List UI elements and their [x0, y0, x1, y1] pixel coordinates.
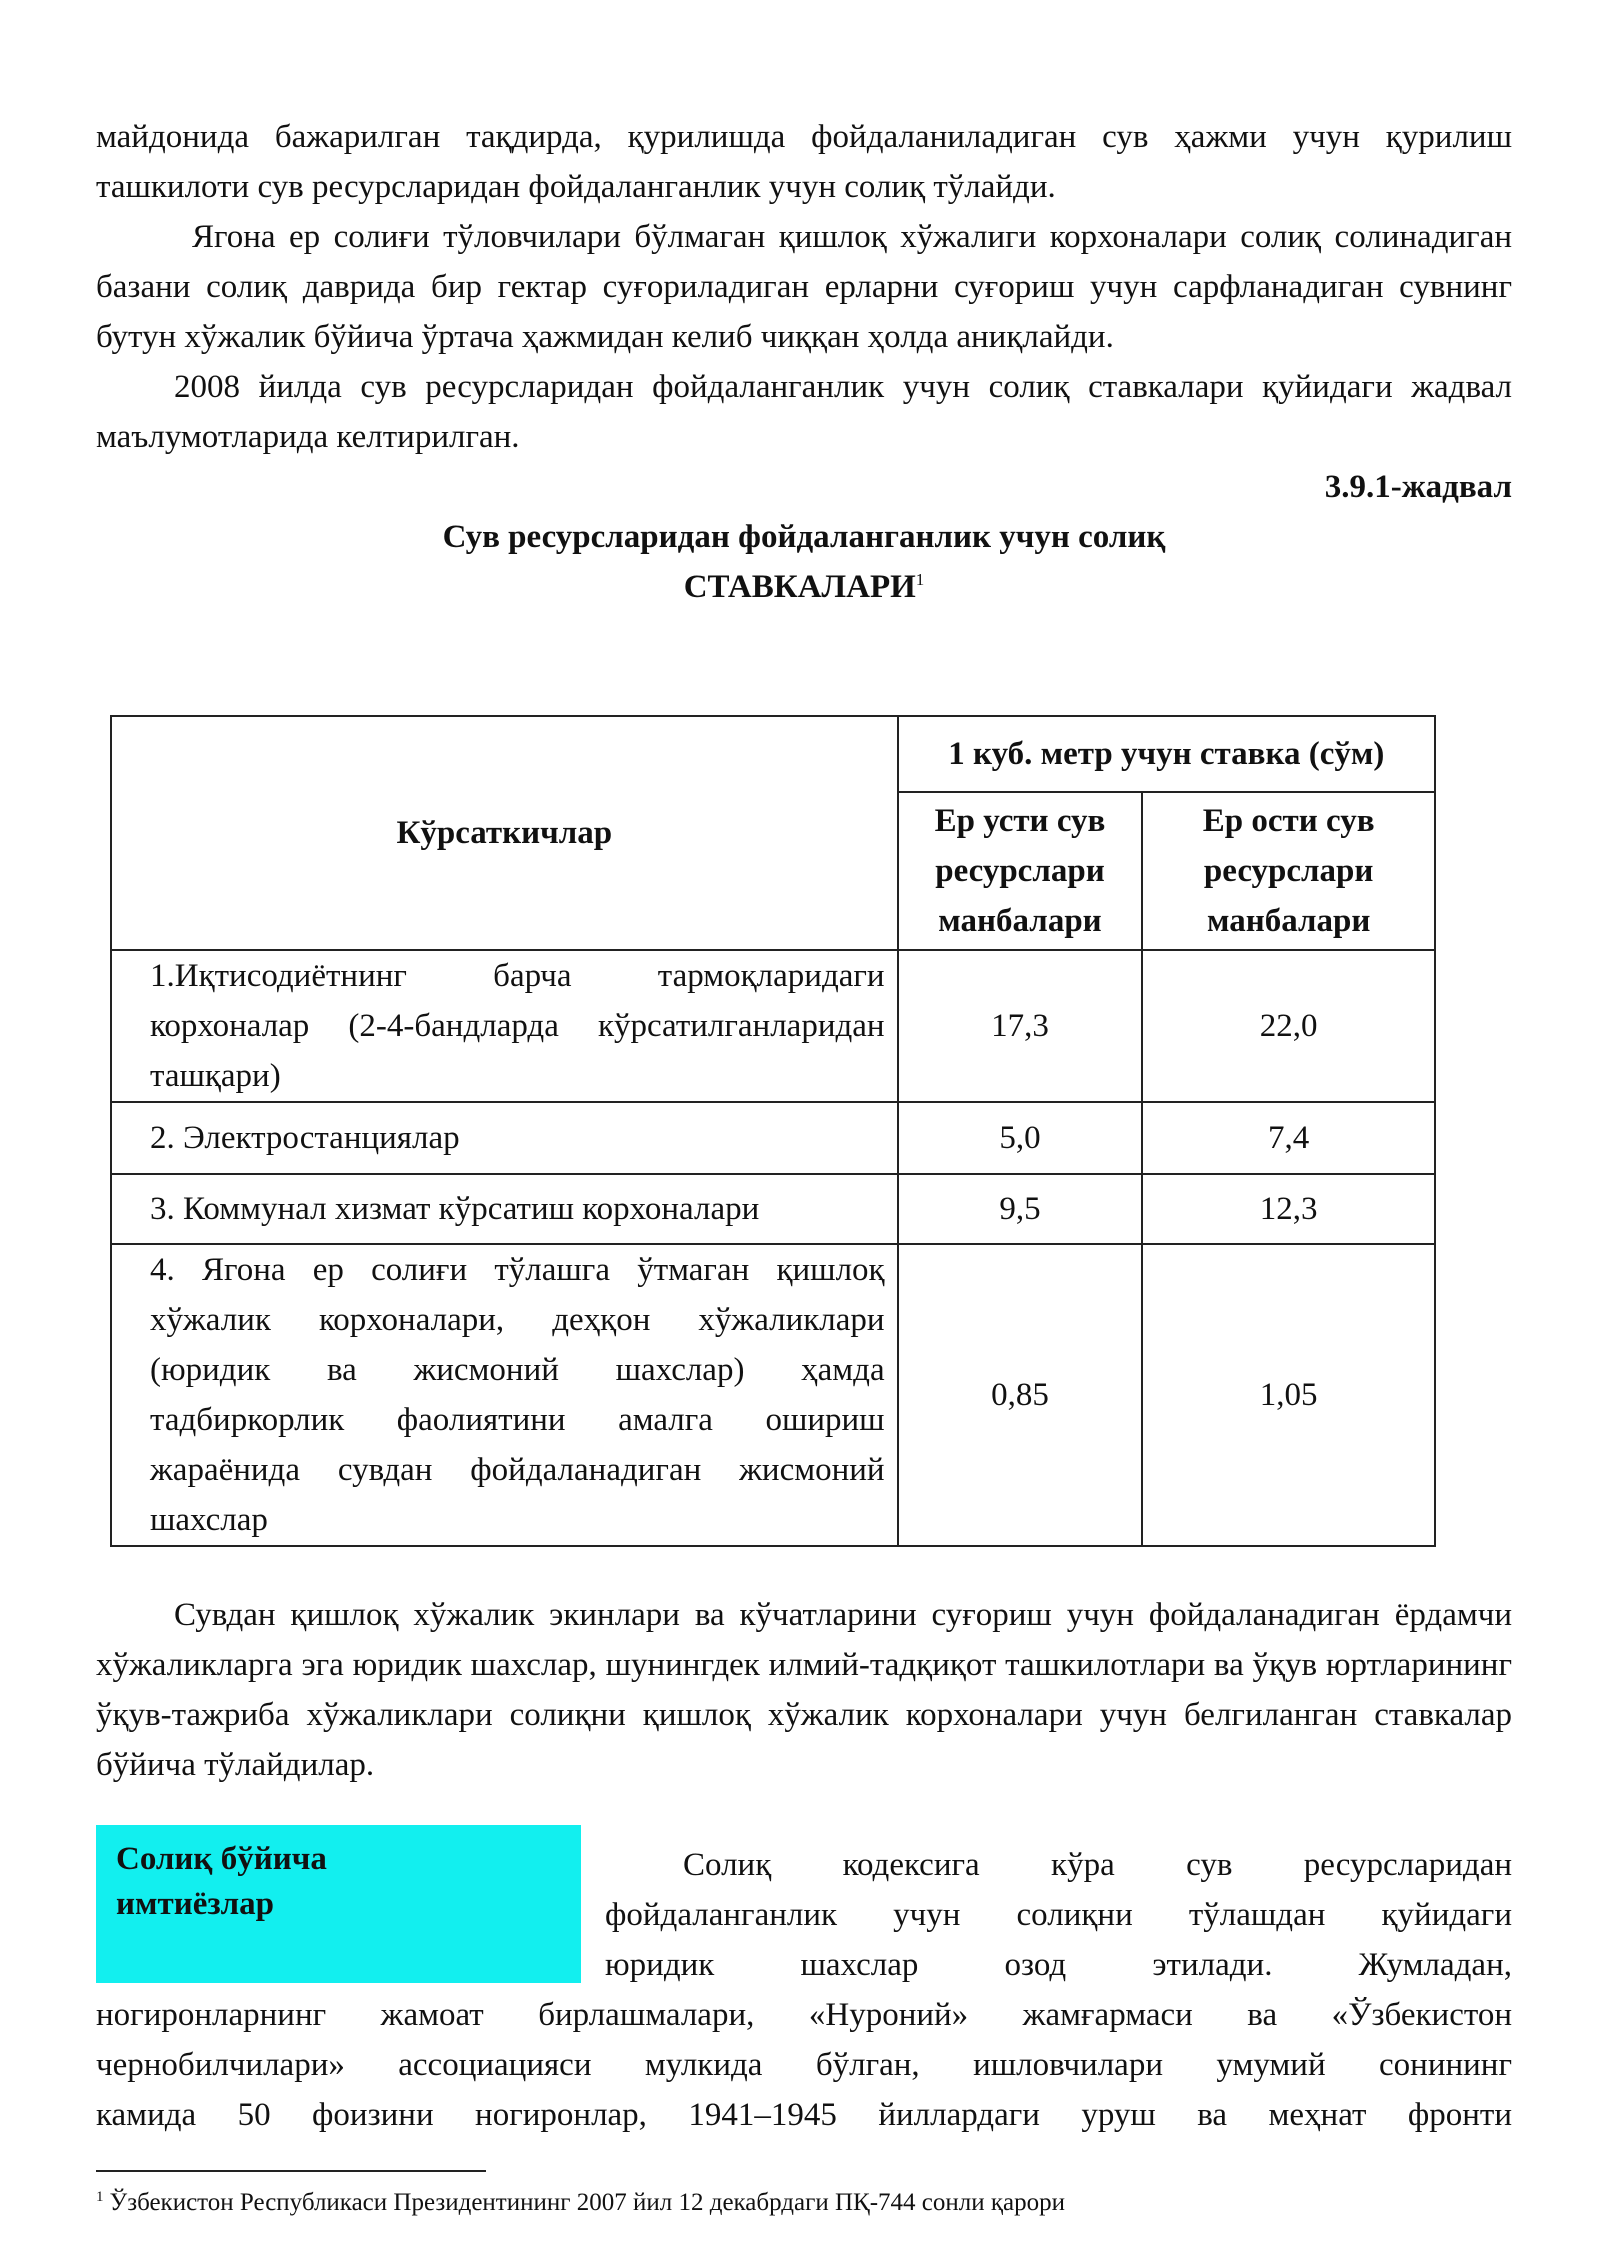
- header-surface-water: Ер усти сув ресурслари манбалари: [898, 792, 1143, 950]
- row-ground-value: 1,05: [1142, 1244, 1435, 1546]
- footnote-text: Ўзбекистон Республикаси Президентининг 2007 йил 12 декабрдаги ПҚ-744 сонли қарори: [109, 2189, 1065, 2216]
- sidebar-box-line2: имтиёзлар: [116, 1886, 274, 1922]
- header-rate: 1 куб. метр учун ставка (сўм): [898, 716, 1435, 792]
- paragraph-intro: майдонида бажарилган тақдирда, қурилишда фойдаланиладиган сув ҳажми учун қурилиш ташкилоти сув ресурсларидан фойдаланганлик учун солиқ тўлайди.: [96, 119, 1512, 205]
- row-ground-value: 7,4: [1142, 1102, 1435, 1174]
- paragraph-line: чернобилчилари» ассоциацияси мулкида бўлган, ишловчилари умумий сонининг: [96, 2047, 1512, 2083]
- header-indicators: Кўрсаткичлар: [111, 716, 898, 950]
- page-body: [96, 112, 1512, 612]
- table-row: [111, 1174, 1435, 1244]
- paragraph-after-table-block: [96, 1590, 1512, 1790]
- row-label: 2. Электростанциялар: [111, 1102, 898, 1174]
- paragraph-line: юридик шахслар озод этилади. Жумладан,: [605, 1947, 1512, 1983]
- row-ground-value: 12,3: [1142, 1174, 1435, 1244]
- header-ground-water: Ер ости сув ресурслари манбалари: [1142, 792, 1435, 950]
- table-header-row: [111, 716, 1435, 792]
- table-row: [111, 1102, 1435, 1174]
- paragraph-line: ногиронларнинг жамоат бирлашмалари, «Нуроний» жамғармаси ва «Ўзбекистон: [96, 1997, 1512, 2033]
- footnote-reference[interactable]: 1: [915, 570, 925, 589]
- row-label: 4. Ягона ер солиғи тўлашга ўтмаган қишлоқ хўжалик корхоналари, деҳқон хўжаликлари (юридик ва жисмоний шахслар) ҳамда тадбиркорлик фаолиятини амалга ошириш жараёнида сувдан фойдаланадиган жисмоний шахслар: [111, 1244, 898, 1546]
- table-row: [111, 950, 1435, 1102]
- paragraph-exemptions: [96, 1840, 1512, 2140]
- table-title: [96, 512, 1512, 612]
- paragraph-agricultural-base: Ягона ер солиғи тўловчилари бўлмаган қишлоқ хўжалиги корхоналари солиқ солинадиган базани солиқ даврида бир гектар суғориладиган ерларни суғориш учун сарфланадиган сувнинг бутун хўжалик бўйича ўртача ҳажмидан келиб чиққан ҳолда аниқлайди.: [96, 219, 1512, 355]
- table-row: [111, 1244, 1435, 1546]
- paragraph-after-table: Сувдан қишлоқ хўжалик экинлари ва кўчатларини суғориш учун фойдаланадиган ёрдамчи хўжаликларга эга юридик шахслар, шунингдек илмий-тадқиқот ташкилотлари ва ўқув юртларининг ўқув-тажриба хўжаликлари солиқни қишлоқ хўжалик корхоналари учун белгиланган ставкалар бўйича тўлайдилар.: [96, 1597, 1512, 1783]
- row-surface-value: 9,5: [898, 1174, 1143, 1244]
- table-title-line1: Сув ресурсларидан фойдаланганлик учун солиқ: [442, 519, 1166, 555]
- tax-rates-table: [110, 715, 1436, 1547]
- footnote-separator: [96, 2170, 486, 2172]
- row-label: 1.Иқтисодиётнинг барча тармоқларидаги корхоналар (2-4-бандларда кўрсатилганларидан ташқари): [111, 950, 898, 1102]
- paragraph-line: Солиқ кодексига кўра сув ресурсларидан: [683, 1847, 1512, 1883]
- paragraph-line: камида 50 фоизини ногиронлар, 1941–1945 йиллардаги уруш ва меҳнат фронти: [96, 2097, 1512, 2133]
- table-title-line2: СТАВКАЛАРИ: [683, 569, 916, 605]
- row-label: 3. Коммунал хизмат кўрсатиш корхоналари: [111, 1174, 898, 1244]
- row-surface-value: 0,85: [898, 1244, 1143, 1546]
- row-surface-value: 5,0: [898, 1102, 1143, 1174]
- table-number: 3.9.1-жадвал: [1324, 469, 1512, 505]
- row-surface-value: 17,3: [898, 950, 1143, 1102]
- paragraph-line: фойдаланганлик учун солиқни тўлашдан қуйидаги: [605, 1897, 1512, 1933]
- footnote-mark: 1: [96, 2188, 104, 2205]
- footnote: [96, 2186, 1065, 2220]
- row-ground-value: 22,0: [1142, 950, 1435, 1102]
- paragraph-rates-2008: 2008 йилда сув ресурсларидан фойдаланганлик учун солиқ ставкалари қуйидаги жадвал маълумотларида келтирилган.: [96, 369, 1512, 455]
- sidebar-box-line1: Солиқ бўйича: [116, 1841, 327, 1877]
